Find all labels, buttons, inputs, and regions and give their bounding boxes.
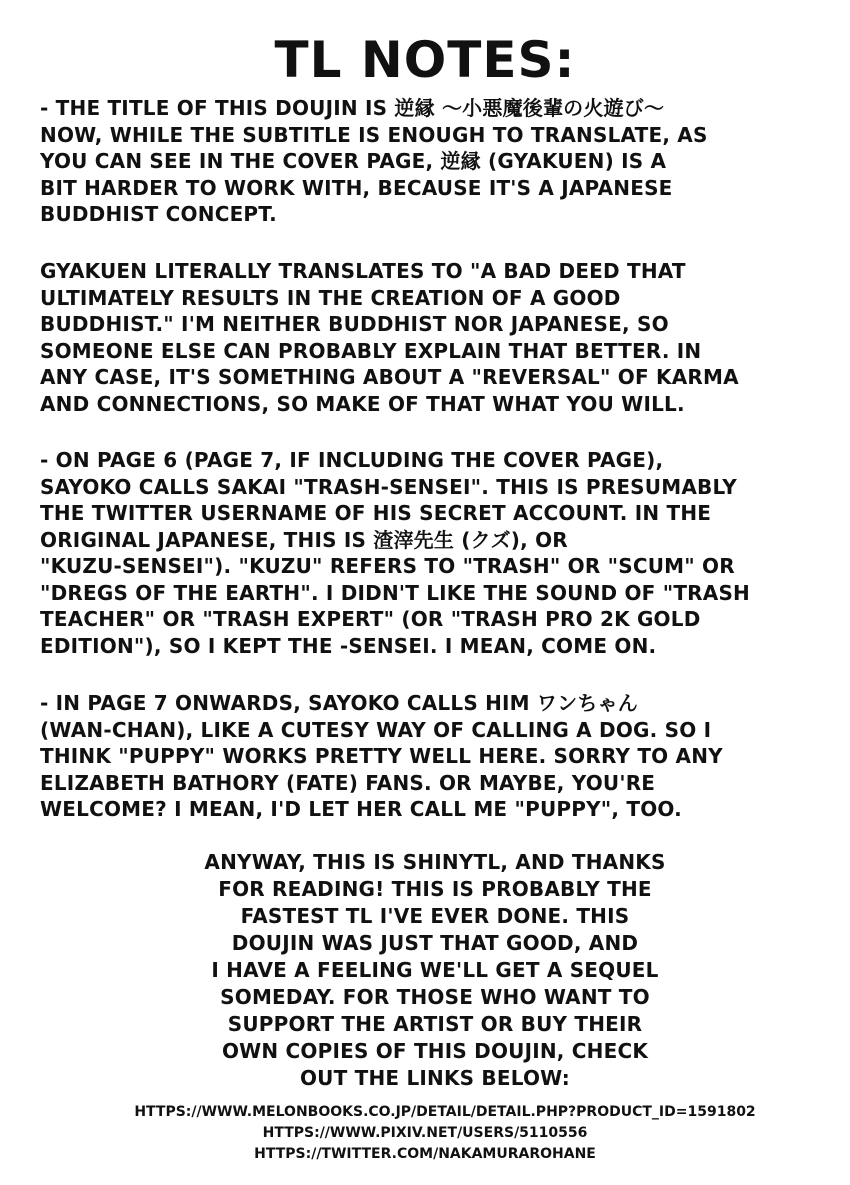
note-paragraph-puppy: - IN PAGE 7 ONWARDS, SAYOKO CALLS HIM ワンちゃん (WAN-CHAN), LIKE A CUTESY WAY OF CALLING A DOG. SO I THINK "PUPPY" WORKS PRETTY WELL HERE. SORRY TO ANY ELIZABETH BATHORY (FATE) FANS. OR MAYBE, YOU'RE WELCOME? I MEAN, I'D LET HER CALL ME "PUPPY", TOO. <box>40 691 723 821</box>
note-paragraph-title: - THE TITLE OF THIS DOUJIN IS 逆縁 〜小悪魔後輩の火遊び〜 NOW, WHILE THE SUBTITLE IS ENOUGH TO TRANSLATE, AS YOU CAN SEE IN THE COVER PAGE, 逆縁 (GYAKUEN) IS A BIT HARDER TO WORK WITH, BECAUSE IT'S A JAPANESE BUDDHIST CONCEPT. <box>40 96 708 226</box>
note-paragraph-trash-sensei: - ON PAGE 6 (PAGE 7, IF INCLUDING THE COVER PAGE), SAYOKO CALLS SAKAI "TRASH-SENSEI". THIS IS PRESUMABLY THE TWITTER USERNAME OF HIS SECRET ACCOUNT. IN THE ORIGINAL JAPANESE, THIS IS 渣滓先生 (クズ), OR "KUZU-SENSEI"). "KUZU" REFERS TO "TRASH" OR "SCUM" OR "DREGS OF THE EARTH". I DIDN'T LIKE THE SOUND OF "TRASH TEACHER" OR "TRASH EXPERT" (OR "TRASH PRO 2K GOLD EDITION"), SO I KEPT THE -SENSEI. I MEAN, COME ON. <box>40 448 750 658</box>
note-paragraph-gyakuen: GYAKUEN LITERALLY TRANSLATES TO "A BAD DEED THAT ULTIMATELY RESULTS IN THE CREATION OF A GOOD BUDDHIST." I'M NEITHER BUDDHIST NOR JAPANESE, SO SOMEONE ELSE CAN PROBABLY EXPLAIN THAT BETTER. IN ANY CASE, IT'S SOMETHING ABOUT A "REVERSAL" OF KARMA AND CONNECTIONS, SO MAKE OF THAT WHAT YOU WILL. <box>40 259 739 416</box>
closing-message: ANYWAY, THIS IS SHINYTL, AND THANKS FOR READING! THIS IS PROBABLY THE FASTEST TL I'VE EVER DONE. THIS DOUJIN WAS JUST THAT GOOD, AND I HAVE A FEELING WE'LL GET A SEQUEL SOMEDAY. FOR THOSE WHO WANT TO SUPPORT THE ARTIST OR BUY THEIR OWN COPIES OF THIS DOUJIN, CHECK OUT THE LINKS BELOW: <box>204 850 666 1090</box>
page-title: TL NOTES: <box>274 31 576 89</box>
link-melonbooks[interactable]: HTTPS://WWW.MELONBOOKS.CO.JP/DETAIL/DETAIL.PHP?PRODUCT_ID=1591802 <box>134 1104 756 1120</box>
link-twitter[interactable]: HTTPS://TWITTER.COM/NAKAMURAROHANE <box>254 1146 596 1162</box>
links-list <box>0 1102 850 1165</box>
link-pixiv[interactable]: HTTPS://WWW.PIXIV.NET/USERS/5110556 <box>262 1125 588 1141</box>
